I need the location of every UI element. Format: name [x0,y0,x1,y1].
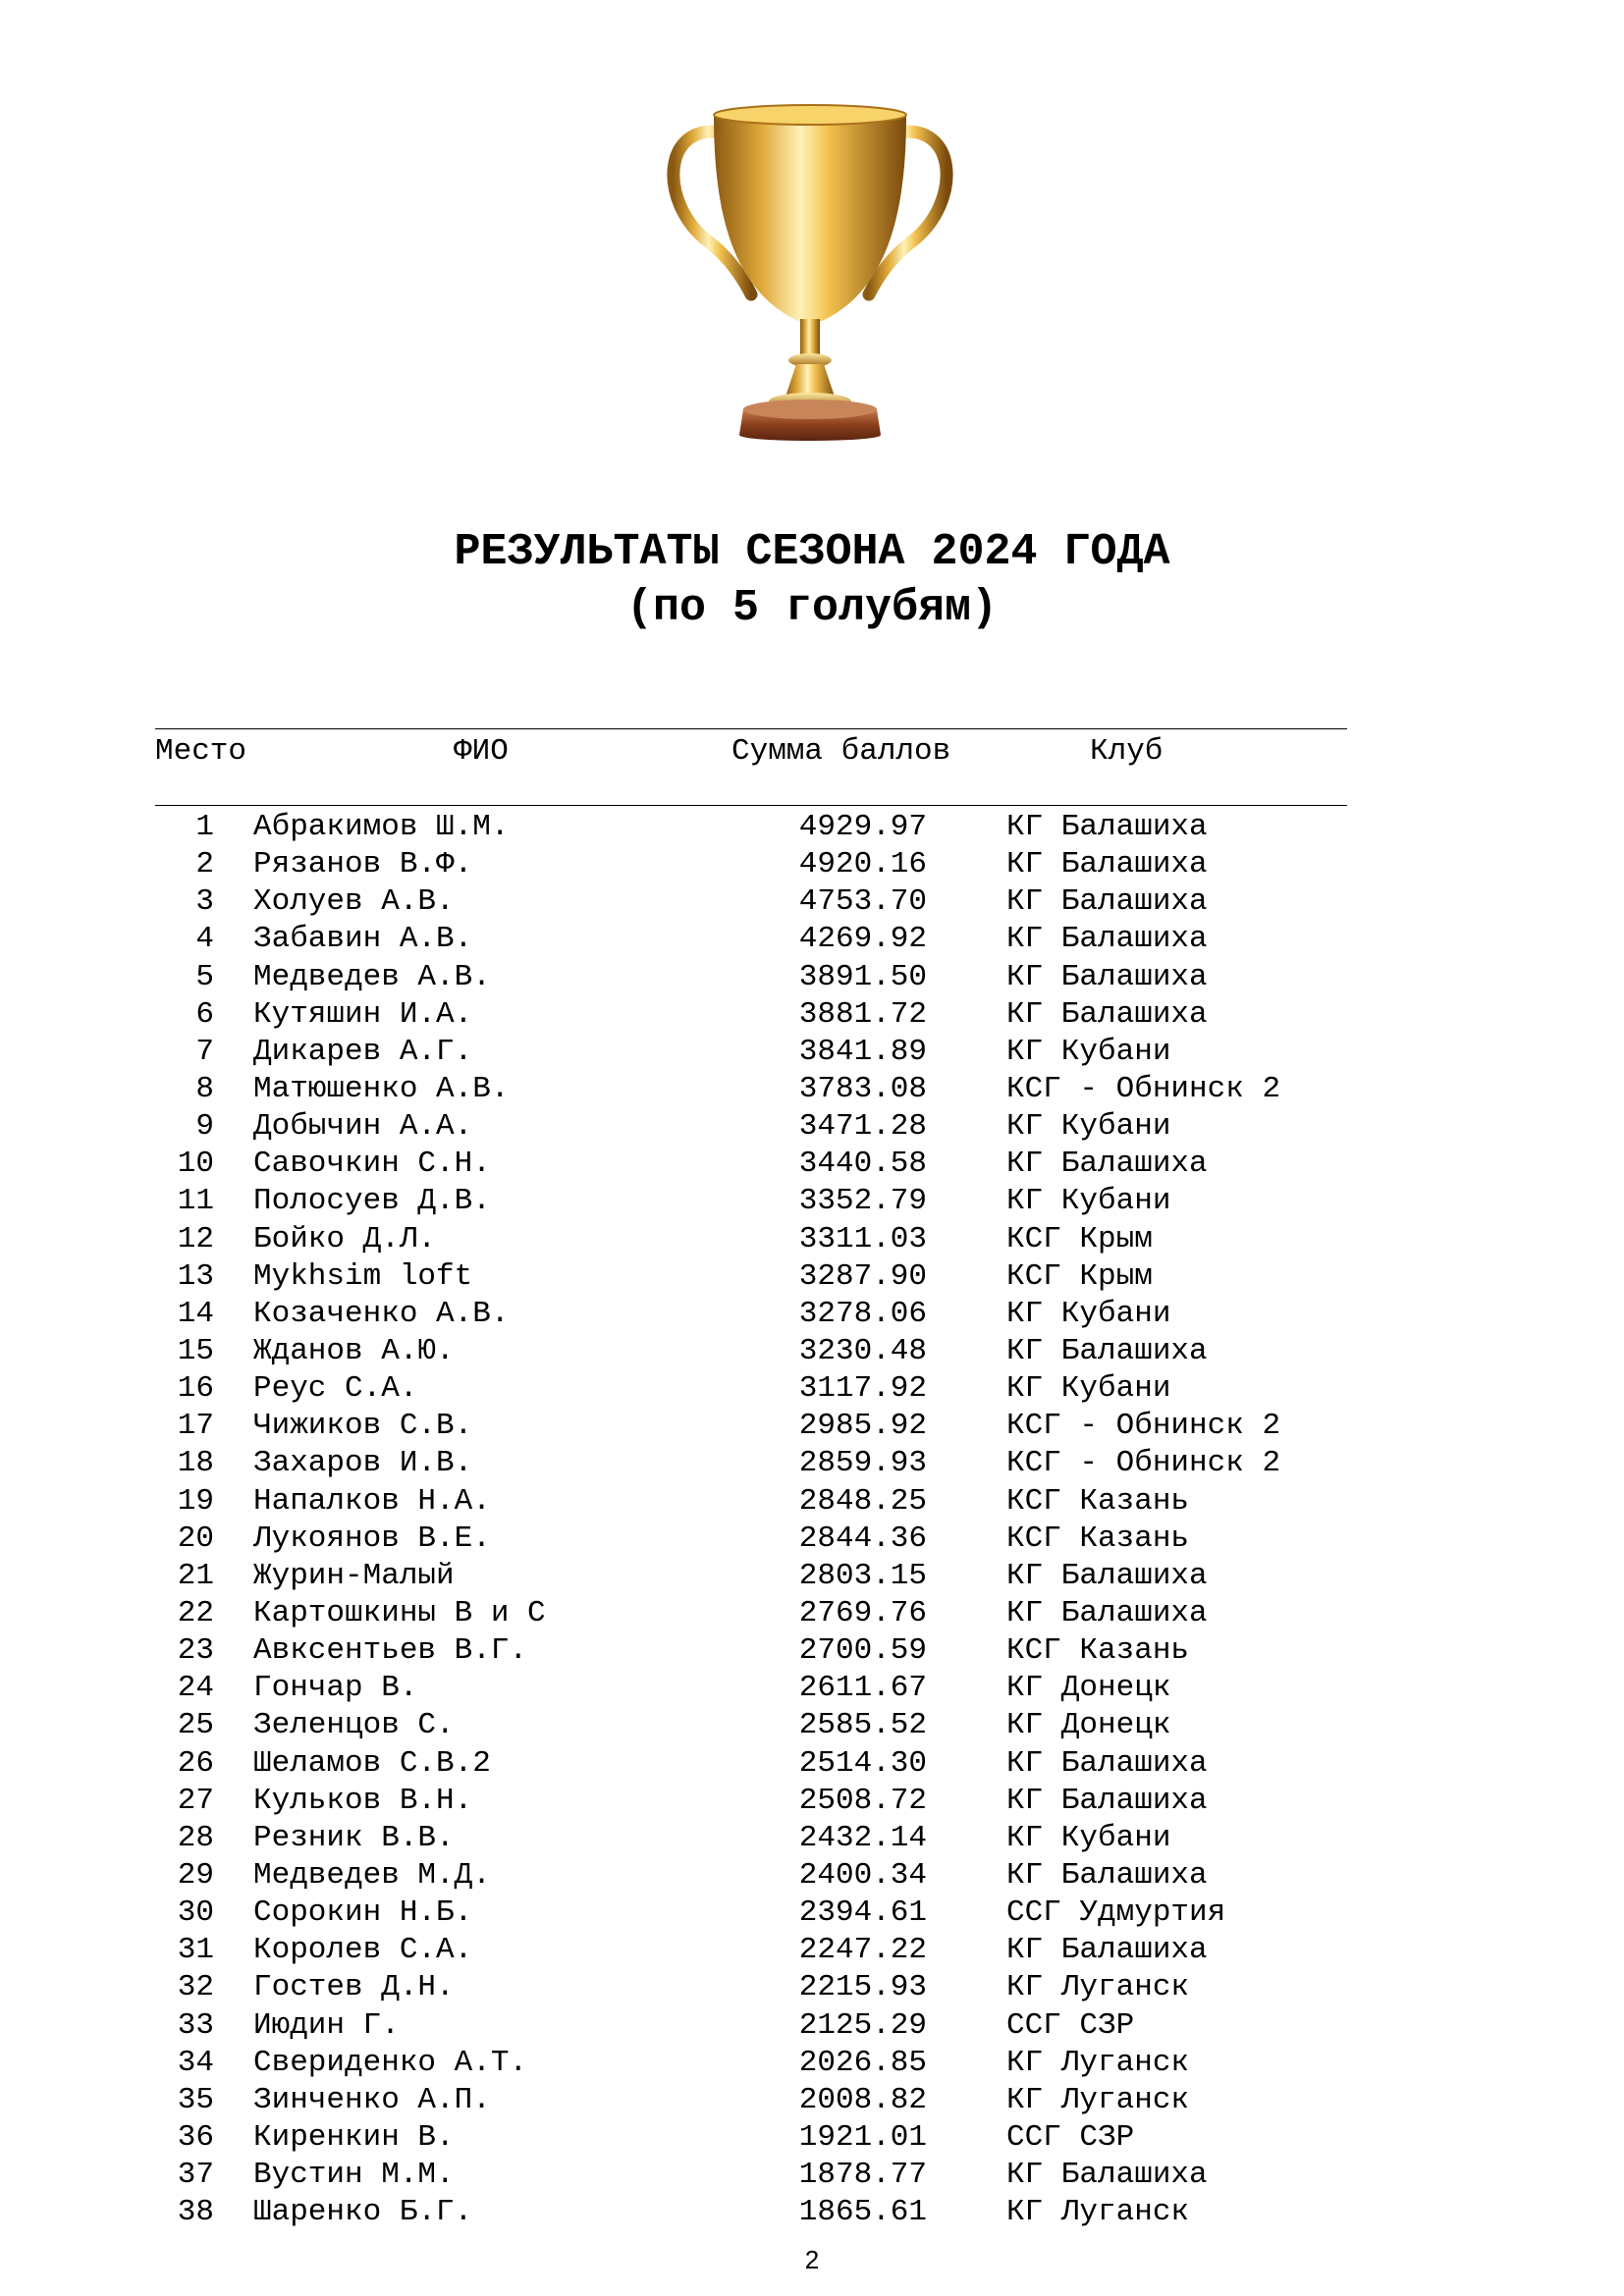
place-cell: 5 [195,959,214,994]
name-cell: Добычин А.А. [253,1109,473,1145]
score-cell: 1878.77 [798,2158,927,2193]
name-cell: Бойко Д.Л. [253,1221,437,1256]
name-cell: Абракимов Ш.М. [253,810,510,844]
name-cell: Зинченко А.П. [253,2082,491,2117]
name-cell: Вустин М.М. [253,2158,455,2193]
score-cell: 2859.93 [798,1446,927,1481]
club-cell: КСГ Казань [1006,1483,1190,1519]
name-cell: Картошкины В и С [253,1595,546,1630]
score-cell: 3891.50 [798,959,927,994]
club-cell: КГ Балашиха [1006,1933,1208,1968]
score-cell: 2803.15 [798,1558,927,1593]
table-row [0,1370,1624,1408]
name-cell: Холуев А.В. [253,884,455,920]
table-row [0,1670,1624,1707]
place-cell: 29 [177,1857,214,1893]
club-cell: КГ Балашиха [1006,810,1208,844]
place-cell: 26 [177,1745,214,1781]
club-cell: КГ Балашиха [1006,922,1208,957]
club-cell: КГ Кубани [1006,1034,1171,1069]
score-cell: 3440.58 [798,1147,927,1182]
score-cell: 4753.70 [798,884,927,920]
place-cell: 33 [177,2007,214,2043]
name-cell: Рязанов В.Ф. [253,847,473,882]
place-cell: 23 [177,1633,214,1669]
club-cell: КГ Донецк [1006,1671,1171,1706]
page-subtitle: (по 5 голубям) [625,583,999,633]
table-row [0,2045,1624,2082]
club-cell: КСГ Казань [1006,1633,1190,1669]
table-row [0,1595,1624,1632]
place-cell: 15 [177,1333,214,1368]
score-cell: 2394.61 [798,1896,927,1931]
club-cell: КГ Балашиха [1006,1558,1208,1593]
name-cell: Лукоянов В.Е. [253,1521,491,1556]
header-club: Клуб [1090,734,1164,769]
place-cell: 35 [177,2082,214,2117]
place-cell: 9 [195,1109,214,1145]
score-cell: 2125.29 [798,2007,927,2043]
score-cell: 3287.90 [798,1258,927,1294]
table-row [0,1445,1624,1482]
table-row [0,1632,1624,1670]
place-cell: 22 [177,1595,214,1630]
place-cell: 10 [177,1147,214,1182]
score-cell: 4929.97 [798,810,927,844]
place-cell: 31 [177,1933,214,1968]
table-row [0,2194,1624,2231]
score-cell: 2508.72 [798,1783,927,1818]
place-cell: 18 [177,1446,214,1481]
club-cell: КГ Балашиха [1006,1147,1208,1182]
page-title: РЕЗУЛЬТАТЫ СЕЗОНА 2024 ГОДА [454,527,1170,577]
score-cell: 2247.22 [798,1933,927,1968]
table-row [0,1034,1624,1071]
score-cell: 2769.76 [798,1595,927,1630]
club-cell: КГ Балашиха [1006,847,1208,882]
table-row [0,1745,1624,1783]
table-row [0,1707,1624,1744]
club-cell: КСГ - Обнинск 2 [1006,1409,1281,1444]
place-cell: 14 [177,1296,214,1331]
club-cell: КГ Луганск [1006,2082,1190,2117]
score-cell: 2585.52 [798,1708,927,1743]
name-cell: Матюшенко А.В. [253,1071,510,1106]
name-cell: Королев С.А. [253,1933,473,1968]
score-cell: 2848.25 [798,1483,927,1519]
table-row [0,1820,1624,1857]
score-cell: 2432.14 [798,1820,927,1855]
name-cell: Свериденко А.Т. [253,2045,528,2080]
place-cell: 2 [195,847,214,882]
club-cell: ССГ СЗР [1006,2007,1135,2043]
table-row [0,2082,1624,2119]
table-header-rule [155,805,1347,806]
club-cell: КГ Донецк [1006,1708,1171,1743]
place-cell: 1 [195,810,214,844]
score-cell: 2700.59 [798,1633,927,1669]
club-cell: КГ Кубани [1006,1184,1171,1219]
name-cell: Шаренко Б.Г. [253,2195,473,2230]
name-cell: Июдин Г. [253,2007,400,2043]
score-cell: 2215.93 [798,1970,927,2005]
table-row [0,1183,1624,1220]
club-cell: КГ Кубани [1006,1109,1171,1145]
score-cell: 4269.92 [798,922,927,957]
table-row [0,1221,1624,1258]
place-cell: 11 [177,1184,214,1219]
table-row [0,846,1624,883]
name-cell: Кутяшин И.А. [253,996,473,1032]
club-cell: КГ Кубани [1006,1296,1171,1331]
club-cell: КГ Кубани [1006,1371,1171,1407]
place-cell: 13 [177,1258,214,1294]
place-cell: 4 [195,922,214,957]
score-cell: 3783.08 [798,1071,927,1106]
place-cell: 27 [177,1783,214,1818]
club-cell: КГ Балашиха [1006,1783,1208,1818]
table-row [0,1296,1624,1333]
table-row [0,1333,1624,1370]
place-cell: 8 [195,1071,214,1106]
place-cell: 3 [195,884,214,920]
club-cell: КГ Балашиха [1006,996,1208,1032]
table-row [0,1146,1624,1183]
table-row [0,1258,1624,1296]
table-row [0,1558,1624,1595]
club-cell: КСГ - Обнинск 2 [1006,1071,1281,1106]
name-cell: Медведев А.В. [253,959,491,994]
table-row [0,1071,1624,1108]
name-cell: Гостев Д.Н. [253,1970,455,2005]
score-cell: 3311.03 [798,1221,927,1256]
club-cell: КГ Луганск [1006,1970,1190,2005]
name-cell: Савочкин С.Н. [253,1147,491,1182]
name-cell: Забавин А.В. [253,922,473,957]
score-cell: 2844.36 [798,1521,927,1556]
table-row [0,1969,1624,2006]
place-cell: 38 [177,2195,214,2230]
place-cell: 7 [195,1034,214,1069]
name-cell: Чижиков С.В. [253,1409,473,1444]
score-cell: 1865.61 [798,2195,927,2230]
place-cell: 19 [177,1483,214,1519]
table-row [0,921,1624,958]
club-cell: КГ Луганск [1006,2195,1190,2230]
place-cell: 16 [177,1371,214,1407]
name-cell: Mykhsim loft [253,1258,473,1294]
score-cell: 2514.30 [798,1745,927,1781]
name-cell: Реус С.А. [253,1371,418,1407]
place-cell: 24 [177,1671,214,1706]
score-cell: 3278.06 [798,1296,927,1331]
score-cell: 2985.92 [798,1409,927,1444]
place-cell: 25 [177,1708,214,1743]
place-cell: 20 [177,1521,214,1556]
name-cell: Жданов А.Ю. [253,1333,455,1368]
table-row [0,1857,1624,1895]
header-score: Сумма баллов [731,734,951,769]
place-cell: 12 [177,1221,214,1256]
score-cell: 2400.34 [798,1857,927,1893]
table-row [0,1895,1624,1932]
name-cell: Журин-Малый [253,1558,455,1593]
score-cell: 3352.79 [798,1184,927,1219]
table-row [0,883,1624,921]
name-cell: Кульков В.Н. [253,1783,473,1818]
score-cell: 3230.48 [798,1333,927,1368]
name-cell: Козаченко А.В. [253,1296,510,1331]
table-row [0,959,1624,996]
place-cell: 17 [177,1409,214,1444]
club-cell: КГ Балашиха [1006,959,1208,994]
table-row [0,1932,1624,1969]
header-name: ФИО [454,734,509,769]
place-cell: 32 [177,1970,214,2005]
score-cell: 2611.67 [798,1671,927,1706]
name-cell: Захаров И.В. [253,1446,473,1481]
table-row [0,1108,1624,1146]
name-cell: Зеленцов С. [253,1708,455,1743]
club-cell: ССГ СЗР [1006,2119,1135,2155]
name-cell: Шеламов С.В.2 [253,1745,491,1781]
score-cell: 3471.28 [798,1109,927,1145]
score-cell: 2008.82 [798,2082,927,2117]
table-row [0,2007,1624,2045]
name-cell: Дикарев А.Г. [253,1034,473,1069]
place-cell: 28 [177,1820,214,1855]
name-cell: Авксентьев В.Г. [253,1633,528,1669]
club-cell: КГ Балашиха [1006,1857,1208,1893]
score-cell: 3881.72 [798,996,927,1032]
table-row [0,2157,1624,2194]
name-cell: Резник В.В. [253,1820,455,1855]
header-place: Место [155,734,247,769]
name-cell: Напалков Н.А. [253,1483,491,1519]
club-cell: КГ Луганск [1006,2045,1190,2080]
score-cell: 4920.16 [798,847,927,882]
place-cell: 6 [195,996,214,1032]
club-cell: КСГ Казань [1006,1521,1190,1556]
page-number: 2 [804,2245,820,2274]
name-cell: Медведев М.Д. [253,1857,491,1893]
club-cell: КГ Балашиха [1006,1595,1208,1630]
club-cell: КГ Балашиха [1006,1333,1208,1368]
club-cell: ССГ Удмуртия [1006,1896,1226,1931]
table-row [0,1783,1624,1820]
table-row [0,1483,1624,1521]
trophy-cup-icon [653,93,967,466]
club-cell: КГ Балашиха [1006,2158,1208,2193]
name-cell: Полосуев Д.В. [253,1184,491,1219]
place-cell: 37 [177,2158,214,2193]
club-cell: КГ Балашиха [1006,884,1208,920]
score-cell: 1921.01 [798,2119,927,2155]
club-cell: КГ Балашиха [1006,1745,1208,1781]
name-cell: Киренкин В. [253,2119,455,2155]
place-cell: 21 [177,1558,214,1593]
name-cell: Гончар В. [253,1671,418,1706]
club-cell: КСГ - Обнинск 2 [1006,1446,1281,1481]
results-table [0,809,1624,2231]
place-cell: 36 [177,2119,214,2155]
score-cell: 3841.89 [798,1034,927,1069]
table-row [0,996,1624,1034]
club-cell: КСГ Крым [1006,1221,1153,1256]
club-cell: КГ Кубани [1006,1820,1171,1855]
table-row [0,1408,1624,1445]
table-row [0,1521,1624,1558]
score-cell: 2026.85 [798,2045,927,2080]
table-row [0,809,1624,846]
place-cell: 34 [177,2045,214,2080]
name-cell: Сорокин Н.Б. [253,1896,473,1931]
score-cell: 3117.92 [798,1371,927,1407]
club-cell: КСГ Крым [1006,1258,1153,1294]
table-top-rule [155,728,1347,729]
table-row [0,2119,1624,2157]
place-cell: 30 [177,1896,214,1931]
